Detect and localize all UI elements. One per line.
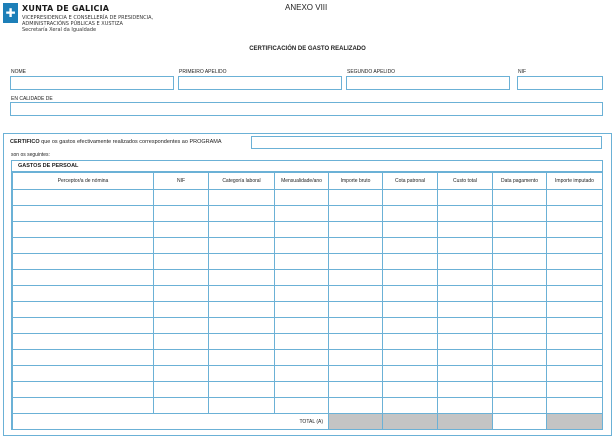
en-calidade-de-label: EN CALIDADE DE — [11, 96, 53, 102]
table-cell[interactable] — [275, 318, 329, 334]
table-row — [13, 270, 603, 286]
table-cell[interactable] — [275, 254, 329, 270]
gastos-table — [12, 172, 603, 430]
org-line-3: Secretaría Xeral da Igualdade — [22, 27, 97, 33]
table-cell[interactable] — [154, 398, 209, 414]
table-cell[interactable] — [209, 366, 275, 382]
table-cell[interactable] — [493, 270, 547, 286]
table-cell[interactable] — [438, 254, 493, 270]
programa-field[interactable] — [251, 136, 602, 149]
total-data-pagamento[interactable] — [493, 414, 547, 430]
table-cell[interactable] — [329, 190, 383, 206]
table-cell[interactable] — [275, 222, 329, 238]
table-cell[interactable] — [275, 334, 329, 350]
org-line-2: ADMINISTRACIÓNS PÚBLICAS E XUSTIZA — [22, 21, 123, 27]
total-custo-total — [438, 414, 493, 430]
table-cell[interactable] — [209, 270, 275, 286]
primeiro-apelido-field[interactable] — [178, 76, 342, 90]
table-cell[interactable] — [547, 238, 603, 254]
table-cell[interactable] — [275, 366, 329, 382]
table-cell[interactable] — [383, 286, 438, 302]
table-cell[interactable] — [13, 318, 154, 334]
table-cell[interactable] — [493, 222, 547, 238]
total-importe-bruto — [329, 414, 383, 430]
col-nif: NIF — [154, 173, 209, 190]
table-cell[interactable] — [547, 206, 603, 222]
table-cell[interactable] — [154, 318, 209, 334]
table-cell[interactable] — [209, 334, 275, 350]
table-cell[interactable] — [154, 382, 209, 398]
table-cell[interactable] — [154, 254, 209, 270]
table-row — [13, 302, 603, 318]
segundo-apelido-field[interactable] — [346, 76, 510, 90]
table-cell[interactable] — [154, 350, 209, 366]
table-cell[interactable] — [493, 254, 547, 270]
table-cell[interactable] — [209, 190, 275, 206]
table-cell[interactable] — [209, 254, 275, 270]
org-name: XUNTA DE GALICIA — [22, 4, 110, 13]
table-cell[interactable] — [547, 334, 603, 350]
table-cell[interactable] — [438, 382, 493, 398]
table-row — [13, 286, 603, 302]
col-importe-bruto: Importe bruto — [329, 173, 383, 190]
table-cell[interactable] — [209, 302, 275, 318]
table-row — [13, 398, 603, 414]
table-cell[interactable] — [547, 270, 603, 286]
col-importe-imputado: Importe imputado — [547, 173, 603, 190]
table-row — [13, 254, 603, 270]
table-cell[interactable] — [154, 366, 209, 382]
table-cell[interactable] — [209, 382, 275, 398]
table-cell[interactable] — [493, 286, 547, 302]
table-cell[interactable] — [209, 222, 275, 238]
table-cell[interactable] — [209, 318, 275, 334]
col-cota-patronal: Cota patronal — [383, 173, 438, 190]
primeiro-apelido-label: PRIMEIRO APELIDO — [179, 69, 227, 75]
col-data-pagamento: Data pagamento — [493, 173, 547, 190]
table-cell[interactable] — [438, 222, 493, 238]
table-cell[interactable] — [209, 398, 275, 414]
table-cell[interactable] — [438, 286, 493, 302]
col-mensualidade: Mensualidade/ano — [275, 173, 329, 190]
total-cota-patronal — [383, 414, 438, 430]
table-cell[interactable] — [154, 190, 209, 206]
col-categoria: Categoría laboral — [209, 173, 275, 190]
table-cell[interactable] — [547, 286, 603, 302]
en-calidade-de-field[interactable] — [10, 102, 603, 116]
table-cell[interactable] — [493, 398, 547, 414]
table-cell[interactable] — [209, 286, 275, 302]
table-cell[interactable] — [438, 190, 493, 206]
table-cell[interactable] — [275, 190, 329, 206]
table-cell[interactable] — [493, 334, 547, 350]
table-cell[interactable] — [275, 270, 329, 286]
table-cell[interactable] — [13, 398, 154, 414]
table-cell[interactable] — [438, 350, 493, 366]
table-cell[interactable] — [275, 302, 329, 318]
table-cell[interactable] — [383, 238, 438, 254]
nif-label: NIF — [518, 69, 527, 75]
table-cell[interactable] — [547, 382, 603, 398]
table-cell[interactable] — [547, 222, 603, 238]
table-cell[interactable] — [209, 350, 275, 366]
page-title: CERTIFICACIÓN DE GASTO REALIZADO — [249, 46, 366, 52]
table-cell[interactable] — [438, 206, 493, 222]
table-cell[interactable] — [547, 350, 603, 366]
table-cell[interactable] — [547, 318, 603, 334]
nome-label: NOME — [11, 69, 26, 75]
table-cell[interactable] — [13, 238, 154, 254]
table-cell[interactable] — [275, 350, 329, 366]
table-cell[interactable] — [329, 350, 383, 366]
table-cell[interactable] — [493, 366, 547, 382]
table-cell[interactable] — [13, 382, 154, 398]
table-cell[interactable] — [383, 206, 438, 222]
table-cell[interactable] — [209, 206, 275, 222]
table-cell[interactable] — [13, 222, 154, 238]
table-row — [13, 190, 603, 206]
table-cell[interactable] — [329, 318, 383, 334]
table-cell[interactable] — [383, 382, 438, 398]
table-cell[interactable] — [13, 366, 154, 382]
table-cell[interactable] — [275, 398, 329, 414]
table-cell[interactable] — [547, 366, 603, 382]
table-cell[interactable] — [154, 206, 209, 222]
certifico-body: que os gastos efectivamente realizados correspondentes ao PROGRAMA — [39, 139, 222, 145]
table-cell[interactable] — [438, 366, 493, 382]
table-cell[interactable] — [383, 334, 438, 350]
table-row — [13, 366, 603, 382]
table-cell[interactable] — [329, 382, 383, 398]
table-cell[interactable] — [13, 302, 154, 318]
table-cell[interactable] — [329, 302, 383, 318]
table-row — [13, 334, 603, 350]
table-cell[interactable] — [13, 206, 154, 222]
table-cell[interactable] — [329, 206, 383, 222]
table-cell[interactable] — [493, 206, 547, 222]
nif-field[interactable] — [517, 76, 603, 90]
annex-label: ANEXO VIII — [285, 3, 328, 12]
table-cell[interactable] — [154, 238, 209, 254]
table-cell[interactable] — [329, 222, 383, 238]
table-cell[interactable] — [493, 382, 547, 398]
total-label: TOTAL (A) — [13, 414, 329, 430]
table-cell[interactable] — [13, 350, 154, 366]
table-row — [13, 222, 603, 238]
table-cell[interactable] — [13, 286, 154, 302]
table-cell[interactable] — [493, 318, 547, 334]
table-row — [13, 206, 603, 222]
table-cell[interactable] — [154, 270, 209, 286]
certifico-text — [10, 139, 222, 145]
table-cell[interactable] — [438, 398, 493, 414]
table-cell[interactable] — [383, 302, 438, 318]
table-row — [13, 350, 603, 366]
table-cell[interactable] — [383, 254, 438, 270]
total-importe-imputado — [547, 414, 603, 430]
table-cell[interactable] — [493, 190, 547, 206]
col-custo-total: Custo total — [438, 173, 493, 190]
table-cell[interactable] — [383, 190, 438, 206]
table-cell[interactable] — [154, 302, 209, 318]
table-cell[interactable] — [329, 334, 383, 350]
table-cell[interactable] — [438, 302, 493, 318]
certifico-bold: CERTIFICO — [10, 139, 40, 145]
table-cell[interactable] — [383, 270, 438, 286]
table-cell[interactable] — [383, 398, 438, 414]
table-cell[interactable] — [493, 302, 547, 318]
table-cell[interactable] — [383, 318, 438, 334]
org-line-1: VICEPRESIDENCIA E CONSELLERÍA DE PRESIDENCIA, — [22, 15, 154, 21]
table-cell[interactable] — [154, 334, 209, 350]
table-cell[interactable] — [275, 382, 329, 398]
table-cell[interactable] — [329, 286, 383, 302]
table-cell[interactable] — [547, 254, 603, 270]
table-row — [13, 318, 603, 334]
table-header-row — [13, 173, 603, 190]
total-row — [13, 414, 603, 430]
table-cell[interactable] — [154, 222, 209, 238]
table-cell[interactable] — [438, 238, 493, 254]
table-row — [13, 238, 603, 254]
table-cell[interactable] — [13, 254, 154, 270]
table-cell[interactable] — [438, 270, 493, 286]
table-cell[interactable] — [275, 286, 329, 302]
table-cell[interactable] — [547, 190, 603, 206]
table-cell[interactable] — [329, 398, 383, 414]
table-cell[interactable] — [329, 366, 383, 382]
table-cell[interactable] — [383, 350, 438, 366]
segundo-apelido-label: SEGUNDO APELIDO — [347, 69, 396, 75]
table-cell[interactable] — [493, 350, 547, 366]
xunta-logo-icon: ✚ — [3, 3, 18, 23]
gastos-persoal-title: GASTOS DE PERSOAL — [12, 161, 602, 172]
table-cell[interactable] — [438, 318, 493, 334]
table-cell[interactable] — [383, 366, 438, 382]
table-cell[interactable] — [383, 222, 438, 238]
nome-field[interactable] — [10, 76, 174, 90]
table-cell[interactable] — [275, 238, 329, 254]
table-cell[interactable] — [154, 286, 209, 302]
table-row — [13, 382, 603, 398]
table-cell[interactable] — [329, 254, 383, 270]
table-cell[interactable] — [13, 334, 154, 350]
table-cell[interactable] — [275, 206, 329, 222]
table-cell[interactable] — [547, 398, 603, 414]
col-perceptor: Perceptor/a de nómina — [13, 173, 154, 190]
table-cell[interactable] — [329, 270, 383, 286]
table-cell[interactable] — [209, 238, 275, 254]
table-cell[interactable] — [547, 302, 603, 318]
son-os-seguintes: son os seguintes: — [11, 152, 50, 158]
table-cell[interactable] — [13, 190, 154, 206]
table-cell[interactable] — [438, 334, 493, 350]
table-cell[interactable] — [329, 238, 383, 254]
table-cell[interactable] — [493, 238, 547, 254]
table-cell[interactable] — [13, 270, 154, 286]
